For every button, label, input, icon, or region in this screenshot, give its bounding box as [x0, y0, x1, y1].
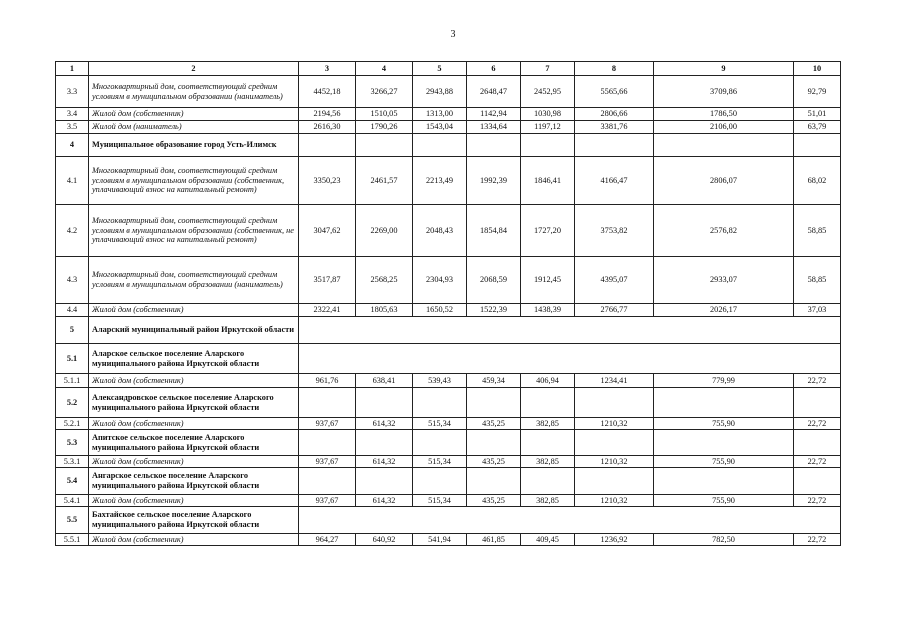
row-value — [356, 388, 413, 418]
row-value: 1030,98 — [521, 108, 575, 121]
column-header: 9 — [654, 62, 794, 76]
row-number: 4.3 — [56, 257, 89, 304]
row-value: 5565,66 — [575, 76, 654, 108]
table-row — [56, 205, 841, 257]
row-description: Жилой дом (собственник) — [89, 534, 299, 546]
row-description: Жилой дом (собственник) — [89, 108, 299, 121]
row-value: 2576,82 — [654, 205, 794, 257]
row-value: 1805,63 — [356, 304, 413, 317]
row-value — [467, 134, 521, 157]
table-row — [56, 534, 841, 546]
row-value: 1846,41 — [521, 157, 575, 205]
row-value — [413, 134, 467, 157]
row-value: 3709,86 — [654, 76, 794, 108]
row-value: 382,85 — [521, 495, 575, 507]
row-value: 1438,39 — [521, 304, 575, 317]
row-value: 3753,82 — [575, 205, 654, 257]
row-value — [299, 430, 356, 456]
row-value — [299, 134, 356, 157]
row-value — [299, 388, 356, 418]
table-row — [56, 388, 841, 418]
row-value: 1210,32 — [575, 495, 654, 507]
table-row — [56, 257, 841, 304]
row-description: Александровское сельское поселение Аларского муниципального района Иркутской области — [89, 388, 299, 418]
row-number: 5.2 — [56, 388, 89, 418]
table-row — [56, 468, 841, 495]
row-value: 459,34 — [467, 374, 521, 388]
row-value — [413, 468, 467, 495]
row-number: 3.5 — [56, 121, 89, 134]
table-row — [56, 157, 841, 205]
row-value: 2106,00 — [654, 121, 794, 134]
row-empty-span — [299, 344, 841, 374]
row-value: 1334,64 — [467, 121, 521, 134]
row-value: 2048,43 — [413, 205, 467, 257]
row-value: 2304,93 — [413, 257, 467, 304]
row-value: 4452,18 — [299, 76, 356, 108]
table-row — [56, 456, 841, 468]
row-value — [794, 134, 841, 157]
row-value: 1234,41 — [575, 374, 654, 388]
row-value — [521, 468, 575, 495]
row-value: 1236,92 — [575, 534, 654, 546]
row-description: Жилой дом (собственник) — [89, 418, 299, 430]
table-row — [56, 134, 841, 157]
row-number: 4.2 — [56, 205, 89, 257]
row-value: 2068,59 — [467, 257, 521, 304]
column-header: 4 — [356, 62, 413, 76]
row-value: 68,02 — [794, 157, 841, 205]
table-row — [56, 507, 841, 534]
row-value: 2461,57 — [356, 157, 413, 205]
column-header: 10 — [794, 62, 841, 76]
column-header: 6 — [467, 62, 521, 76]
row-value: 37,03 — [794, 304, 841, 317]
row-description: Бахтайское сельское поселение Аларского муниципального района Иркутской области — [89, 507, 299, 534]
row-value — [794, 430, 841, 456]
row-number: 4.1 — [56, 157, 89, 205]
row-value — [356, 134, 413, 157]
row-number: 5.1.1 — [56, 374, 89, 388]
row-value: 937,67 — [299, 418, 356, 430]
row-value: 1197,12 — [521, 121, 575, 134]
row-number: 5.3.1 — [56, 456, 89, 468]
row-value: 1142,94 — [467, 108, 521, 121]
row-value — [654, 134, 794, 157]
row-value: 1650,52 — [413, 304, 467, 317]
row-value: 2213,49 — [413, 157, 467, 205]
row-value: 1854,84 — [467, 205, 521, 257]
row-empty-span — [299, 317, 841, 344]
row-value — [794, 468, 841, 495]
row-value: 539,43 — [413, 374, 467, 388]
row-value: 964,27 — [299, 534, 356, 546]
row-value: 382,85 — [521, 418, 575, 430]
row-value: 755,90 — [654, 495, 794, 507]
row-value: 755,90 — [654, 456, 794, 468]
row-value: 1313,00 — [413, 108, 467, 121]
row-number: 5.5.1 — [56, 534, 89, 546]
row-value: 638,41 — [356, 374, 413, 388]
table-row — [56, 418, 841, 430]
row-value — [654, 388, 794, 418]
table-row — [56, 108, 841, 121]
row-description: Муниципальное образование город Усть-Илимск — [89, 134, 299, 157]
row-value: 2322,41 — [299, 304, 356, 317]
row-description: Жилой дом (собственник) — [89, 495, 299, 507]
row-value: 961,76 — [299, 374, 356, 388]
row-description: Жилой дом (наниматель) — [89, 121, 299, 134]
row-value: 1727,20 — [521, 205, 575, 257]
row-value — [575, 468, 654, 495]
row-value: 755,90 — [654, 418, 794, 430]
row-value: 22,72 — [794, 374, 841, 388]
table-header-row — [56, 62, 841, 76]
table-row — [56, 317, 841, 344]
row-value — [575, 134, 654, 157]
row-value: 1912,45 — [521, 257, 575, 304]
column-header: 2 — [89, 62, 299, 76]
row-description: Аларский муниципальный район Иркутской области — [89, 317, 299, 344]
row-value — [575, 430, 654, 456]
row-value — [521, 134, 575, 157]
table-row — [56, 304, 841, 317]
row-value: 58,85 — [794, 205, 841, 257]
row-value — [654, 468, 794, 495]
row-value: 22,72 — [794, 456, 841, 468]
row-value: 2806,07 — [654, 157, 794, 205]
row-value — [521, 388, 575, 418]
row-value: 4395,07 — [575, 257, 654, 304]
row-value — [521, 430, 575, 456]
row-value: 614,32 — [356, 456, 413, 468]
page-number: 3 — [450, 29, 456, 40]
table-body — [56, 62, 841, 546]
row-value: 382,85 — [521, 456, 575, 468]
row-value — [413, 430, 467, 456]
row-value: 640,92 — [356, 534, 413, 546]
row-value: 1786,50 — [654, 108, 794, 121]
row-number: 3.3 — [56, 76, 89, 108]
row-value: 782,50 — [654, 534, 794, 546]
row-description: Многоквартирный дом, соответствующий средним условиям в муниципальном образовании (наниматель) — [89, 76, 299, 108]
row-value: 515,34 — [413, 495, 467, 507]
row-value — [467, 468, 521, 495]
row-number: 5 — [56, 317, 89, 344]
row-value: 4166,47 — [575, 157, 654, 205]
row-number: 4.4 — [56, 304, 89, 317]
row-value — [356, 430, 413, 456]
column-header: 8 — [575, 62, 654, 76]
row-value — [413, 388, 467, 418]
row-value: 2026,17 — [654, 304, 794, 317]
row-number: 3.4 — [56, 108, 89, 121]
row-value: 2766,77 — [575, 304, 654, 317]
row-value: 22,72 — [794, 495, 841, 507]
row-value: 2943,88 — [413, 76, 467, 108]
row-value: 515,34 — [413, 456, 467, 468]
column-header: 3 — [299, 62, 356, 76]
row-value: 937,67 — [299, 456, 356, 468]
row-value: 3266,27 — [356, 76, 413, 108]
row-empty-span — [299, 507, 841, 534]
row-value: 2933,07 — [654, 257, 794, 304]
row-value: 2568,25 — [356, 257, 413, 304]
row-description: Жилой дом (собственник) — [89, 456, 299, 468]
row-value: 541,94 — [413, 534, 467, 546]
table-row — [56, 495, 841, 507]
table-row — [56, 121, 841, 134]
row-number: 5.2.1 — [56, 418, 89, 430]
tariff-table — [55, 61, 841, 546]
row-value: 1790,26 — [356, 121, 413, 134]
row-value: 1510,05 — [356, 108, 413, 121]
row-value: 92,79 — [794, 76, 841, 108]
row-value: 515,34 — [413, 418, 467, 430]
table-row — [56, 430, 841, 456]
row-value: 1210,32 — [575, 418, 654, 430]
row-value: 406,94 — [521, 374, 575, 388]
row-value: 937,67 — [299, 495, 356, 507]
column-header: 5 — [413, 62, 467, 76]
column-header: 7 — [521, 62, 575, 76]
row-value: 435,25 — [467, 456, 521, 468]
row-number: 5.4.1 — [56, 495, 89, 507]
row-value: 22,72 — [794, 534, 841, 546]
row-value: 51,01 — [794, 108, 841, 121]
row-value: 22,72 — [794, 418, 841, 430]
row-value: 3381,76 — [575, 121, 654, 134]
row-number: 4 — [56, 134, 89, 157]
column-header: 1 — [56, 62, 89, 76]
row-value: 409,45 — [521, 534, 575, 546]
row-value: 3047,62 — [299, 205, 356, 257]
row-number: 5.4 — [56, 468, 89, 495]
row-description: Жилой дом (собственник) — [89, 304, 299, 317]
row-value — [654, 430, 794, 456]
row-value: 3350,23 — [299, 157, 356, 205]
row-value — [356, 468, 413, 495]
table-row — [56, 344, 841, 374]
row-value — [467, 388, 521, 418]
row-value: 1210,32 — [575, 456, 654, 468]
row-number: 5.3 — [56, 430, 89, 456]
row-value: 2194,56 — [299, 108, 356, 121]
row-value — [467, 430, 521, 456]
row-number: 5.1 — [56, 344, 89, 374]
row-value: 3517,87 — [299, 257, 356, 304]
row-value: 435,25 — [467, 495, 521, 507]
row-value: 779,99 — [654, 374, 794, 388]
row-value: 2806,66 — [575, 108, 654, 121]
row-description: Многоквартирный дом, соответствующий средним условиям в муниципальном образовании (собственник, уплачивающий взнос на капитальный ремонт) — [89, 157, 299, 205]
row-value: 2269,00 — [356, 205, 413, 257]
row-value: 435,25 — [467, 418, 521, 430]
row-description: Ангарское сельское поселение Аларского муниципального района Иркутской области — [89, 468, 299, 495]
row-description: Апитское сельское поселение Аларского муниципального района Иркутской области — [89, 430, 299, 456]
row-value: 1522,39 — [467, 304, 521, 317]
table-row — [56, 374, 841, 388]
row-value: 58,85 — [794, 257, 841, 304]
row-value — [794, 388, 841, 418]
row-value — [299, 468, 356, 495]
row-description: Многоквартирный дом, соответствующий средним условиям в муниципальном образовании (собственник, не уплачивающий взнос на капитальный ремонт) — [89, 205, 299, 257]
row-value: 2452,95 — [521, 76, 575, 108]
row-number: 5.5 — [56, 507, 89, 534]
row-value: 1543,04 — [413, 121, 467, 134]
row-value — [575, 388, 654, 418]
row-value: 614,32 — [356, 495, 413, 507]
row-value: 2648,47 — [467, 76, 521, 108]
table-row — [56, 76, 841, 108]
row-value: 63,79 — [794, 121, 841, 134]
row-value: 461,85 — [467, 534, 521, 546]
row-value: 614,32 — [356, 418, 413, 430]
row-value: 2616,30 — [299, 121, 356, 134]
row-description: Жилой дом (собственник) — [89, 374, 299, 388]
row-description: Аларское сельское поселение Аларского муниципального района Иркутской области — [89, 344, 299, 374]
row-value: 1992,39 — [467, 157, 521, 205]
row-description: Многоквартирный дом, соответствующий средним условиям в муниципальном образовании (наниматель) — [89, 257, 299, 304]
